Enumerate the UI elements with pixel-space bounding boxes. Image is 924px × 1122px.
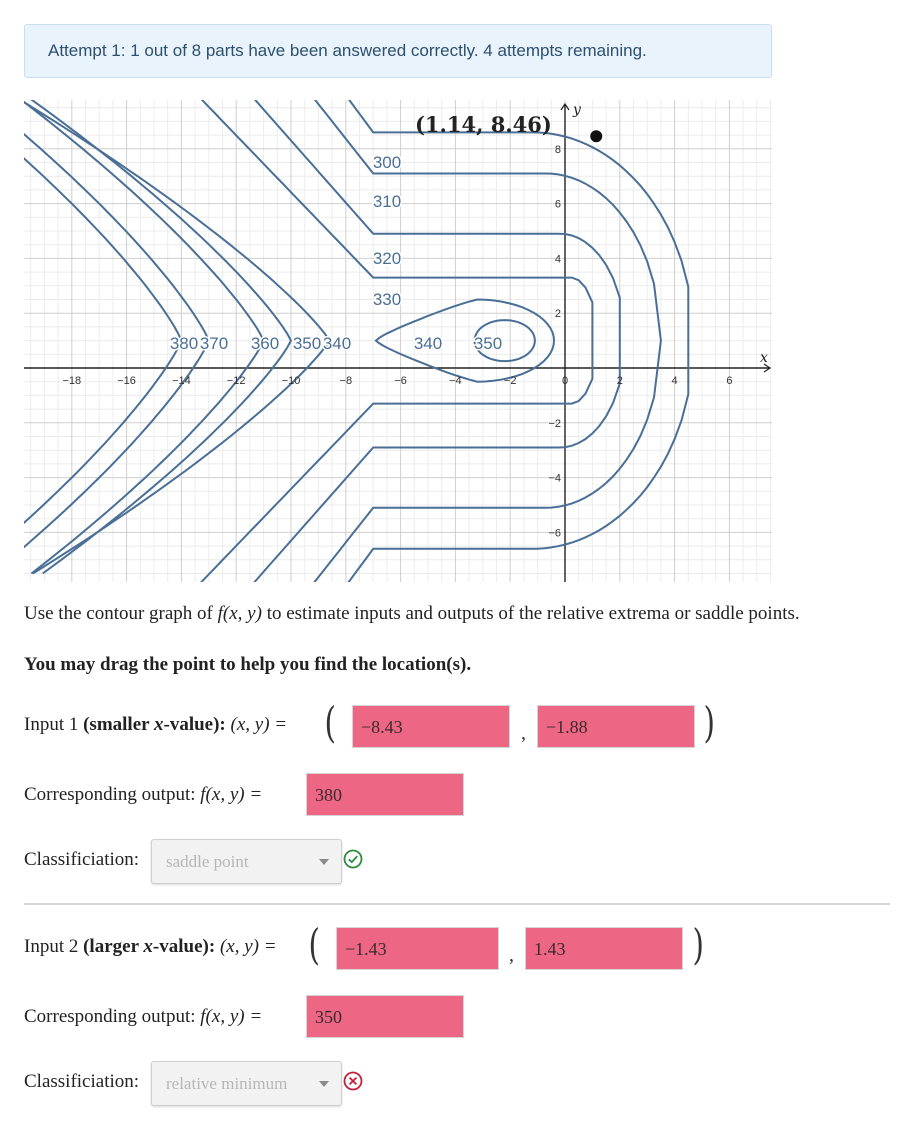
x-tick-label: −2: [503, 375, 517, 387]
input1-label: Input 1 (smaller x-value): (x, y) =: [24, 714, 288, 735]
contour-label: 370: [199, 334, 229, 353]
point-coordinate-label: (1.14, 8.46): [415, 112, 552, 137]
input2-output-field[interactable]: 350: [306, 995, 464, 1038]
draggable-point[interactable]: [590, 130, 602, 142]
contour-left-0: [24, 100, 181, 574]
y-tick-label: −4: [548, 472, 561, 485]
y-axis-label: y: [573, 102, 581, 118]
grid-minor: [24, 100, 772, 582]
input2-y-field[interactable]: 1.43: [525, 927, 683, 970]
input1-classification-label: Classificiation:: [24, 849, 140, 870]
instructions-text: Use the contour graph of f(x, y) to estimate inputs and outputs of the relative extrema or saddle points.: [24, 603, 800, 624]
input2-classification-select[interactable]: [151, 1061, 342, 1106]
contour-label: 320: [372, 249, 402, 268]
contour-label: 340: [322, 334, 352, 353]
input2-x-field[interactable]: −1.43: [336, 927, 499, 970]
y-tick-label: 4: [554, 253, 561, 266]
x-tick-label: 6: [726, 375, 733, 387]
input1-classification-value: saddle point: [166, 852, 249, 871]
contour-label: 330: [372, 290, 402, 309]
check-circle-icon: [343, 849, 363, 869]
contour-label: 340: [413, 334, 443, 353]
y-tick-label: −2: [548, 417, 561, 430]
x-circle-icon: [343, 1071, 363, 1091]
input1-output-label: Corresponding output: f(x, y) =: [24, 784, 263, 805]
input1-x-field[interactable]: −8.43: [352, 705, 510, 748]
x-tick-label: −12: [226, 375, 246, 387]
x-tick-label: 0: [561, 375, 569, 387]
x-tick-label: −8: [339, 375, 353, 387]
x-tick-label: −14: [172, 375, 191, 387]
contour-label: 310: [372, 192, 402, 211]
input1-open-paren: (: [324, 698, 336, 747]
contour-label: 350: [292, 334, 322, 353]
y-tick-label: 2: [554, 308, 561, 321]
contour-label: 380: [169, 334, 199, 353]
drag-hint: You may drag the point to help you find the location(s).: [24, 654, 472, 675]
contour-labels: [170, 153, 502, 353]
chevron-down-icon: [319, 1081, 329, 1087]
section-divider: [24, 903, 890, 905]
x-tick-label: 4: [671, 375, 678, 387]
chevron-down-icon: [319, 859, 329, 865]
x-tick-label: −16: [117, 375, 136, 387]
contour-graph[interactable]: [24, 100, 772, 582]
y-tick-label: −6: [548, 527, 561, 540]
input2-close-paren: ): [692, 920, 704, 969]
x-tick-label: −10: [281, 375, 301, 387]
input1-close-paren: ): [703, 698, 715, 747]
input2-open-paren: (: [308, 920, 320, 969]
contour-label: 300: [372, 153, 402, 172]
input2-classification-label: Classificiation:: [24, 1071, 140, 1092]
contour-label: 360: [250, 334, 280, 353]
input2-comma: ,: [509, 944, 514, 966]
attempt-status-text: Attempt 1: 1 out of 8 parts have been answered correctly. 4 attempts remaining.: [48, 41, 647, 60]
x-tick-label: −4: [449, 375, 462, 387]
input1-comma: ,: [521, 722, 526, 744]
x-axis-label: x: [760, 350, 768, 366]
input1-classification-select[interactable]: [151, 839, 342, 884]
x-tick-label: −18: [62, 375, 82, 387]
input2-output-label: Corresponding output: f(x, y) =: [24, 1006, 263, 1027]
input1-output-field[interactable]: 380: [306, 773, 464, 816]
attempt-status-alert: [24, 24, 772, 78]
y-tick-label: 8: [554, 143, 561, 156]
input2-label: Input 2 (larger x-value): (x, y) =: [24, 936, 277, 957]
input1-y-field[interactable]: −1.88: [537, 705, 695, 748]
x-tick-label: 2: [616, 375, 623, 387]
contour-label: 350: [473, 334, 503, 353]
x-tick-label: −6: [394, 375, 407, 387]
input2-classification-value: relative minimum: [166, 1074, 288, 1093]
y-tick-label: 6: [554, 198, 561, 211]
